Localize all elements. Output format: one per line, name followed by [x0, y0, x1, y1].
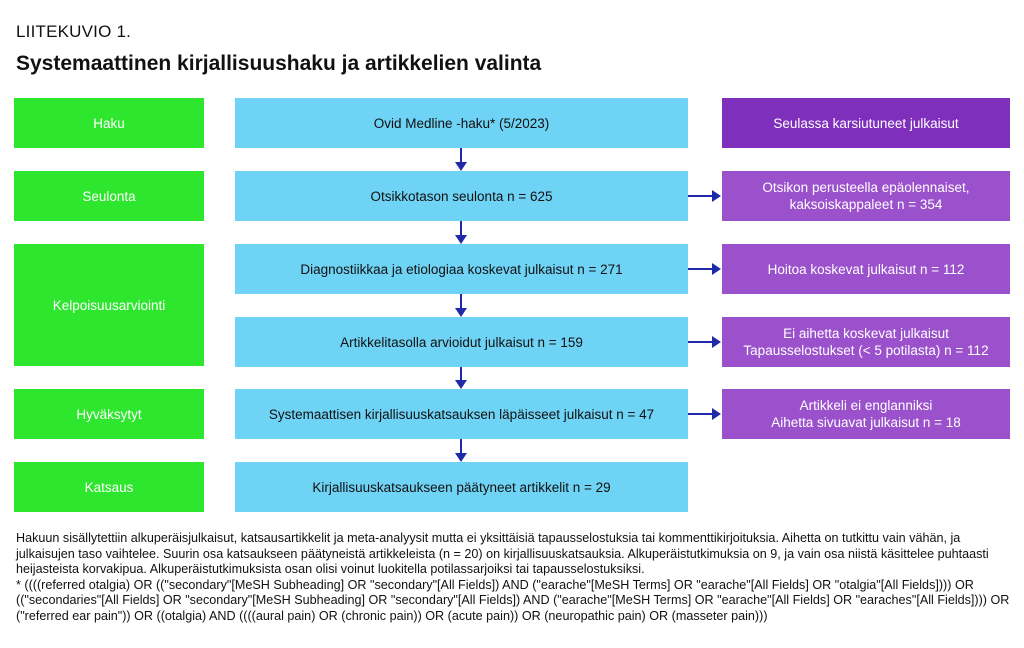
- stage-label: Katsaus: [84, 479, 134, 495]
- arrow-shaft: [460, 148, 462, 162]
- arrow-shaft: [460, 221, 462, 235]
- stage-seulonta: [14, 171, 204, 221]
- stage-label: Haku: [93, 115, 125, 131]
- arrow-shaft: [688, 268, 713, 270]
- excluded-box-3: [722, 317, 1010, 367]
- arrow-shaft: [688, 413, 713, 415]
- flow-box-diagnostics: [235, 244, 688, 294]
- flow-box-title-screening: [235, 171, 688, 221]
- flow-box-text: Systemaattisen kirjallisuuskatsauksen läpäisseet julkaisut n = 47: [268, 406, 655, 422]
- flow-box-search: [235, 98, 688, 148]
- excluded-text-line: Artikkeli ei englanniksi: [799, 398, 933, 413]
- stage-label: Kelpoisuusarviointi: [52, 297, 166, 313]
- stage-hyvaksytyt: [14, 389, 204, 439]
- excluded-text-line: Hoitoa koskevat julkaisut n = 112: [767, 261, 965, 277]
- excluded-box-4: [722, 389, 1010, 439]
- footnote: [16, 531, 1011, 625]
- excluded-text-line: Ei aihetta koskevat julkaisut: [783, 326, 949, 341]
- arrow-shaft: [460, 439, 462, 453]
- stage-label: Hyväksytyt: [76, 406, 142, 422]
- search-string: * ((((referred otalgia) OR (("secondary"[MeSH Subheading] OR "secondary"[All Fields]) AND ("earache"[MeSH Terms] OR "earache"[All Fields] OR "otalgia"[All Fields]))) OR (("secondaries"[All Fields] OR "secondary"[MeSH Subheading] OR "secondary"[All Fields]) AND ("earache"[MeSH Terms] OR "earache"[All Fields] OR "earaches"[All Fields]))) OR ("referred ear pain")) OR ((otalgia) AND ((((aural pain) OR (chronic pain)) OR (acute pain)) OR (neuropathic pain) OR (masseter pain))): [16, 577, 1010, 623]
- flow-box-article-level: [235, 317, 688, 367]
- stage-label: Seulonta: [82, 188, 136, 204]
- stage-katsaus: [14, 462, 204, 512]
- flow-box-text: Ovid Medline -haku* (5/2023): [373, 115, 550, 131]
- arrow-head: [455, 235, 467, 244]
- arrow-head: [712, 408, 721, 420]
- excluded-text-line: Tapausselostukset (< 5 potilasta) n = 112: [743, 343, 989, 358]
- arrow-shaft: [460, 367, 462, 380]
- arrow-shaft: [688, 341, 713, 343]
- excluded-box-1: [722, 171, 1010, 221]
- excluded-text-line: kaksoiskappaleet n = 354: [789, 197, 943, 212]
- excluded-header-text: Seulassa karsiutuneet julkaisut: [773, 115, 959, 131]
- footnote-paragraph: Hakuun sisällytettiin alkuperäisjulkaisut, katsausartikkelit ja meta-analyysit mutta ei yksittäisiä tapausselostuksia tai kommenttikirjoituksia. Aihetta on tutkittu vain vähän, ja julkaisujen taso vaihtelee. Suurin osa katsaukseen päätyneistä artikkeleista (n = 20) on kirjallisuuskatsauksia. Alkuperäistutkimuksia on 9, ja vain osa niistä käsittelee puhtaasti heijasteista korvakipua. Alkuperäistutkimuksista osan olisi voinut luokitella potilassarjoiksi tai tapausselostuksiksi.: [16, 531, 989, 577]
- figure-title: Systemaattinen kirjallisuushaku ja artikkelien valinta: [16, 52, 542, 75]
- arrow-head: [455, 308, 467, 317]
- arrow-shaft: [460, 294, 462, 308]
- excluded-text-line: Otsikon perusteella epäolennaiset,: [762, 180, 970, 195]
- arrow-head: [712, 336, 721, 348]
- flow-box-final-articles: [235, 462, 688, 512]
- arrow-head: [455, 162, 467, 171]
- flow-box-text: Otsikkotason seulonta n = 625: [370, 188, 553, 204]
- stage-kelpoisuusarviointi: [14, 244, 204, 366]
- flow-box-text: Kirjallisuuskatsaukseen päätyneet artikkelit n = 29: [312, 479, 611, 495]
- excluded-box-2: [722, 244, 1010, 294]
- stage-haku: [14, 98, 204, 148]
- flow-box-passed-review: [235, 389, 688, 439]
- excluded-text-line: Aihetta sivuavat julkaisut n = 18: [771, 415, 961, 430]
- arrow-head: [712, 263, 721, 275]
- figure-label: LIITEKUVIO 1.: [16, 22, 132, 41]
- flow-box-text: Diagnostiikkaa ja etiologiaa koskevat julkaisut n = 271: [300, 261, 623, 277]
- arrow-head: [455, 380, 467, 389]
- flow-box-text: Artikkelitasolla arvioidut julkaisut n = 159: [340, 334, 583, 350]
- arrow-head: [712, 190, 721, 202]
- arrow-head: [455, 453, 467, 462]
- arrow-shaft: [688, 195, 713, 197]
- excluded-header: [722, 98, 1010, 148]
